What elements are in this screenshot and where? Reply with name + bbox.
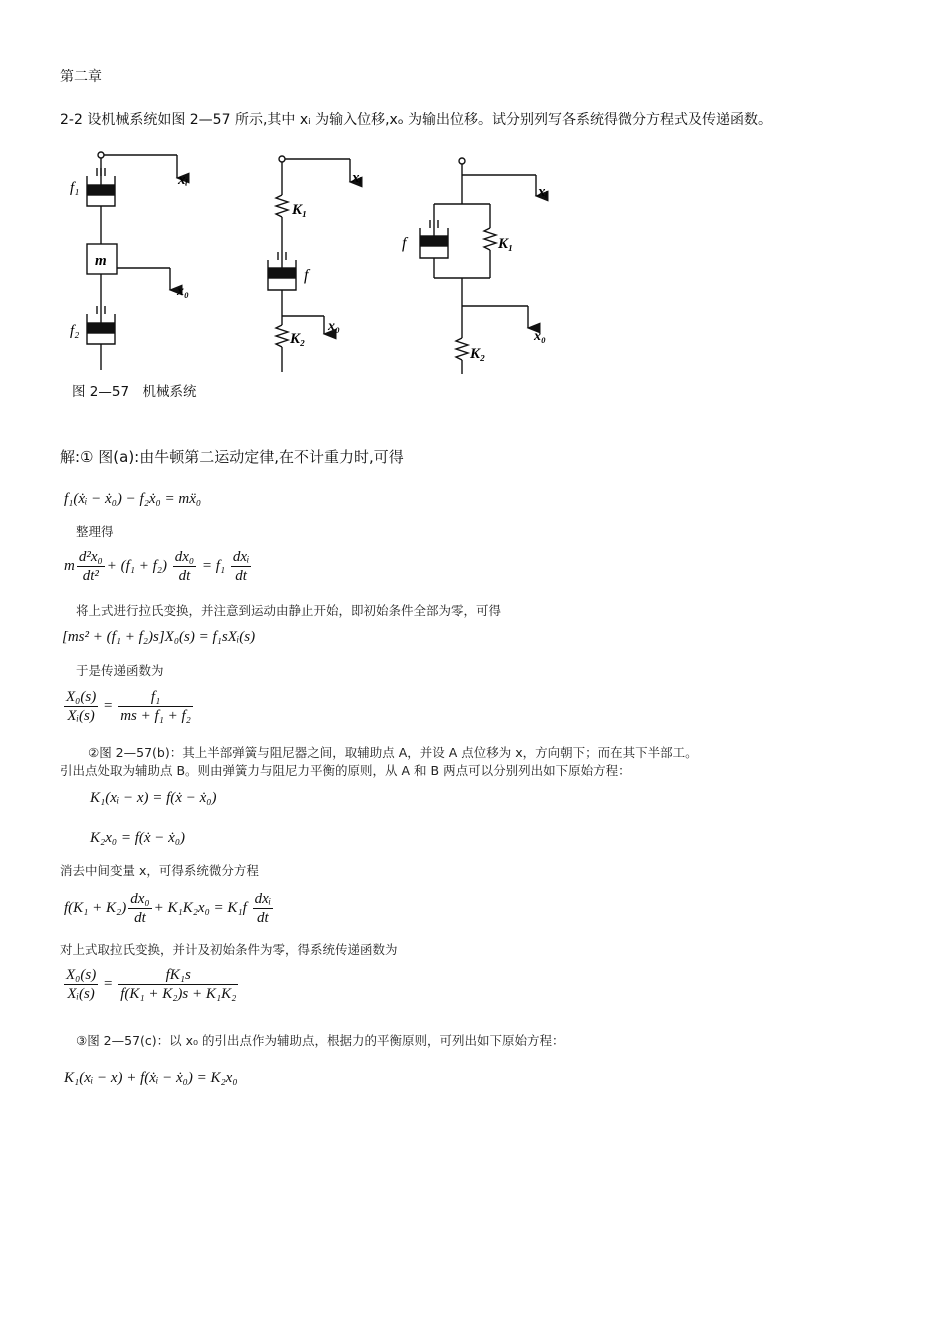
problem-number: 2-2 <box>60 112 83 128</box>
equation-b2: K₂x₀ = f(ẋ − ẋ₀) <box>90 830 186 846</box>
text-a2: 将上式进行拉氏变换，并注意到运动由静止开始，即初始条件全部为零，可得 <box>76 603 502 618</box>
equation-b4: $\frac{\text{X₀(s)}}{\text{Xᵢ(s)}}$ = $\frac{\text{fK₁s}}{\text{f(K₁ + K₂)s + K₁K₂}}$ <box>66 967 237 1002</box>
text-c1: ③图 2—57(c)：以 x₀ 的引出点作为辅助点，根据力的平衡原则，可列出如下原始方程： <box>76 1033 565 1048</box>
label-K1-c: K₁ <box>498 236 514 252</box>
label-K2-c: K₂ <box>470 346 486 362</box>
text-a1: 整理得 <box>76 524 114 539</box>
text-a3: 于是传递函数为 <box>76 663 164 678</box>
label-f-c: f <box>402 235 407 252</box>
label-xi-b: xᵢ <box>352 170 363 186</box>
problem-text: 设机械系统如图 2—57 所示,其中 xᵢ 为输入位移,xₒ 为输出位移。试分别列写各系统得微分方程式及传递函数。 <box>87 112 773 128</box>
equation-b3: f(K₁ + K₂) $\frac{\text{dx₀}}{dt}$ + K₁K₂x₀ = K₁f $\frac{\text{dxᵢ}}{dt}$ <box>64 891 272 926</box>
solution-intro: 解:① 图(a):由牛顿第二运动定律,在不计重力时,可得 <box>60 448 404 466</box>
label-m: m <box>95 253 107 269</box>
label-f2: f₂ <box>70 323 80 339</box>
label-xi-a: xᵢ <box>178 172 189 188</box>
equation-a2: m $\frac{\text{d²x₀}}{\text{dt²}}$ + (f₁ + f₂) $\frac{\text{dx₀}}{dt}$ = f₁ $\frac{\text{dxᵢ}}{dt}$ <box>64 549 250 584</box>
equation-a3: [ms² + (f₁ + f₂)s]X₀(s) = f₁sXᵢ(s) <box>62 629 256 645</box>
label-x0-a: x₀ <box>177 284 189 299</box>
equation-c1: K₁(xᵢ − x) + f(ẋᵢ − ẋ₀) = K₂x₀ <box>64 1070 238 1086</box>
label-xi-c: xᵢ <box>538 184 549 200</box>
chapter-title: 第二章 <box>60 69 102 85</box>
label-K1-b: K₁ <box>292 202 308 218</box>
label-f1: f₁ <box>70 180 80 196</box>
label-f-b: f <box>304 267 309 284</box>
figure-caption: 图 2—57 机械系统 <box>72 384 197 400</box>
text-b1: ②图 2—57(b)：其上半部弹簧与阻尼器之间，取辅助点 A，并设 A 点位移为 x，方向朝下；而在其下半部工。 <box>88 745 698 760</box>
system-c-diagram <box>420 158 536 374</box>
equation-b1: K₁(xᵢ − x) = f(ẋ − ẋ₀) <box>90 790 217 806</box>
equation-a4: $\frac{\text{X₀(s)}}{\text{Xᵢ(s)}}$ = $\frac{\text{f₁}}{\text{ms + f₁ + f₂}}$ <box>66 689 191 724</box>
problem-statement <box>60 109 772 129</box>
equation-a1: f₁(ẋᵢ − ẋ₀) − f₂ẋ₀ = mẍ₀ <box>64 491 202 507</box>
label-x0-c: x₀ <box>534 329 546 344</box>
label-x0-b: x₀ <box>328 319 340 334</box>
mechanical-systems-figure <box>60 140 580 380</box>
label-K2-b: K₂ <box>290 331 306 347</box>
text-b2: 引出点处取为辅助点 B。则由弹簧力与阻尼力平衡的原则，从 A 和 B 两点可以分别列出如下原始方程： <box>60 763 631 778</box>
text-b4: 对上式取拉氏变换，并计及初始条件为零，得系统传递函数为 <box>60 942 398 957</box>
system-b-diagram <box>268 156 350 372</box>
text-b3: 消去中间变量 x，可得系统微分方程 <box>60 863 259 878</box>
